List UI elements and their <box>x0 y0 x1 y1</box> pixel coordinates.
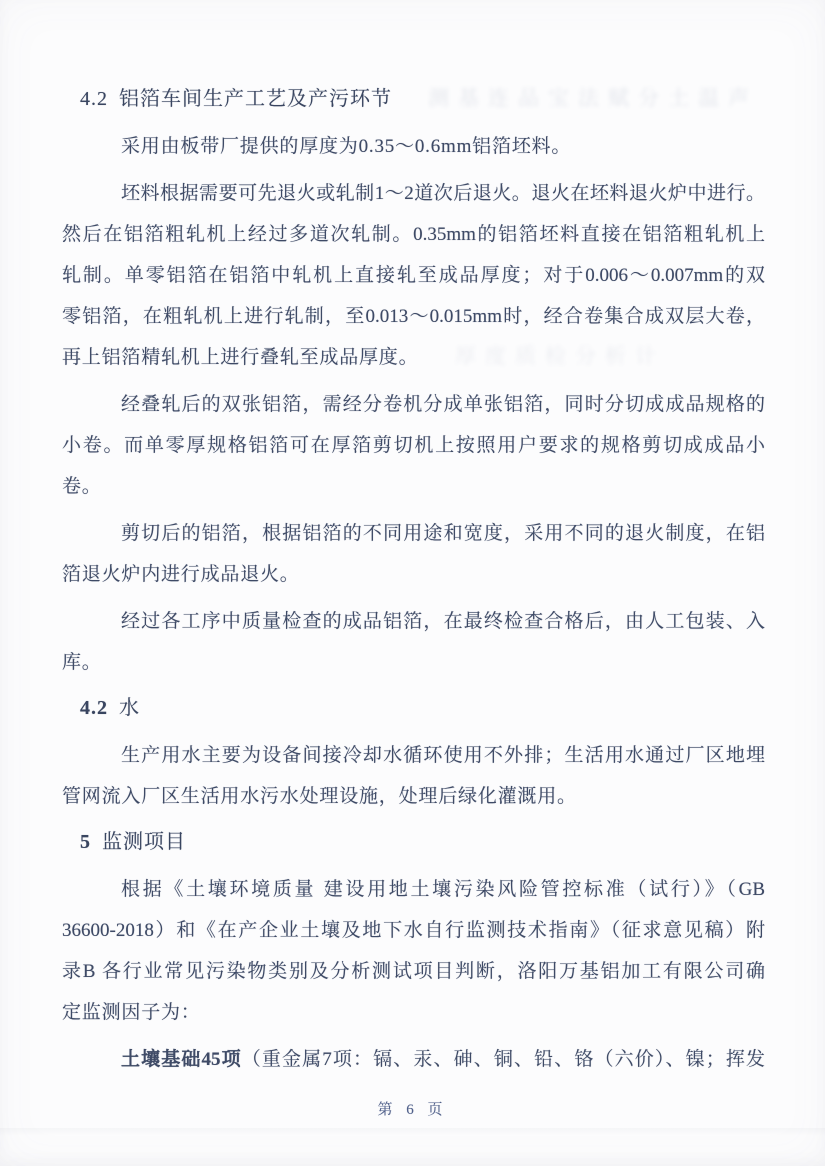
body-line <box>62 173 765 214</box>
body-line <box>62 255 765 296</box>
text-segment: 卷。 <box>62 476 102 497</box>
text-segment: 再上铝箔精轧机上进行叠轧至成品厚度。 <box>62 347 419 368</box>
body-line <box>62 214 765 255</box>
text-segment: 定监测因子为： <box>62 1002 201 1023</box>
body-line <box>62 513 765 554</box>
body-line <box>62 642 765 683</box>
text-segment: 录B 各行业常见污染物类别及分析测试项目判断，洛阳万基铝加工有限公司确 <box>62 961 765 982</box>
text-segment: 剪切后的铝箔，根据铝箔的不同用途和宽度，采用不同的退火制度，在铝 <box>121 523 765 544</box>
text-segment: 采用由板带厂提供的厚度为0.35～0.6mm铝箔坯料。 <box>121 136 572 157</box>
body-line <box>62 126 765 167</box>
text-segment: 管网流入厂区生活用水污水处理设施，处理后绿化灌溉用。 <box>62 786 577 807</box>
text-segment: 5 <box>80 831 91 853</box>
body-line <box>62 384 765 425</box>
text-segment: 小卷。而单零厚规格铝箔可在厚箔剪切机上按照用户要求的规格剪切成成品小 <box>62 435 765 456</box>
text-segment: （重金属7项：镉、汞、砷、铜、铅、铬（六价）、镍；挥发 <box>241 1049 765 1070</box>
body-line <box>62 735 765 776</box>
body-line <box>62 951 765 992</box>
body-line <box>62 466 765 507</box>
text-segment: 经叠轧后的双张铝箔，需经分卷机分成单张铝箔，同时分切成成品规格的 <box>121 394 765 415</box>
body-line <box>62 601 765 642</box>
text-segment: 经过各工序中质量检查的成品铝箔，在最终检查合格后，由人工包装、入 <box>121 611 765 632</box>
heading-4-2-foil-workshop <box>62 79 765 120</box>
text-segment: 生产用水主要为设备间接冷却水循环使用不外排；生活用水通过厂区地埋 <box>121 745 765 766</box>
text-segment: 土壤基础45项 <box>121 1049 242 1070</box>
text-segment: 零铝箔，在粗轧机上进行轧制，至0.013～0.015mm时，经合卷集合成双层大卷， <box>62 306 765 327</box>
scan-edge-shadow <box>0 1128 825 1136</box>
text-segment: 4.2 <box>80 88 108 110</box>
body-line <box>62 1039 765 1080</box>
bleed-through-fragment-mid: 厚度质检分析计 <box>455 344 665 368</box>
page-number-footer: 第 6 页 <box>377 1102 448 1118</box>
text-segment: 坯料根据需要可先退火或轧制1～2道次后退火。退火在坯料退火炉中进行。 <box>121 183 765 204</box>
text-segment: 监测项目 <box>102 831 186 853</box>
text-segment: 库。 <box>62 652 102 673</box>
text-segment: 轧制。单零铝箔在铝箔中轧机上直接轧至成品厚度；对于0.006～0.007mm的双 <box>62 265 765 286</box>
heading-5-monitoring-items <box>62 822 765 863</box>
body-line <box>62 296 765 337</box>
heading-4-2-water <box>62 688 765 729</box>
text-segment: 箔退火炉内进行成品退火。 <box>62 564 300 585</box>
body-line <box>62 337 765 378</box>
bleed-through-fragment-top: 测基连品宝法赋分土温声 <box>428 86 758 110</box>
text-segment: 水 <box>119 697 140 719</box>
text-segment: 4.2 <box>80 697 108 719</box>
text-segment: 然后在铝箔粗轧机上经过多道次轧制。0.35mm的铝箔坯料直接在铝箔粗轧机上 <box>62 224 765 245</box>
body-line <box>62 776 765 817</box>
body-line <box>62 869 765 910</box>
body-line <box>62 910 765 951</box>
text-segment: 根据《土壤环境质量 建设用地土壤污染风险管控标准（试行）》（GB <box>121 879 765 900</box>
document-body <box>62 79 765 1080</box>
text-segment: 铝箔车间生产工艺及产污环节 <box>119 88 392 110</box>
body-line <box>62 554 765 595</box>
body-line <box>62 992 765 1033</box>
text-segment: 36600-2018）和《在产企业土壤及地下水自行监测技术指南》（征求意见稿）附 <box>62 920 765 941</box>
body-line <box>62 425 765 466</box>
